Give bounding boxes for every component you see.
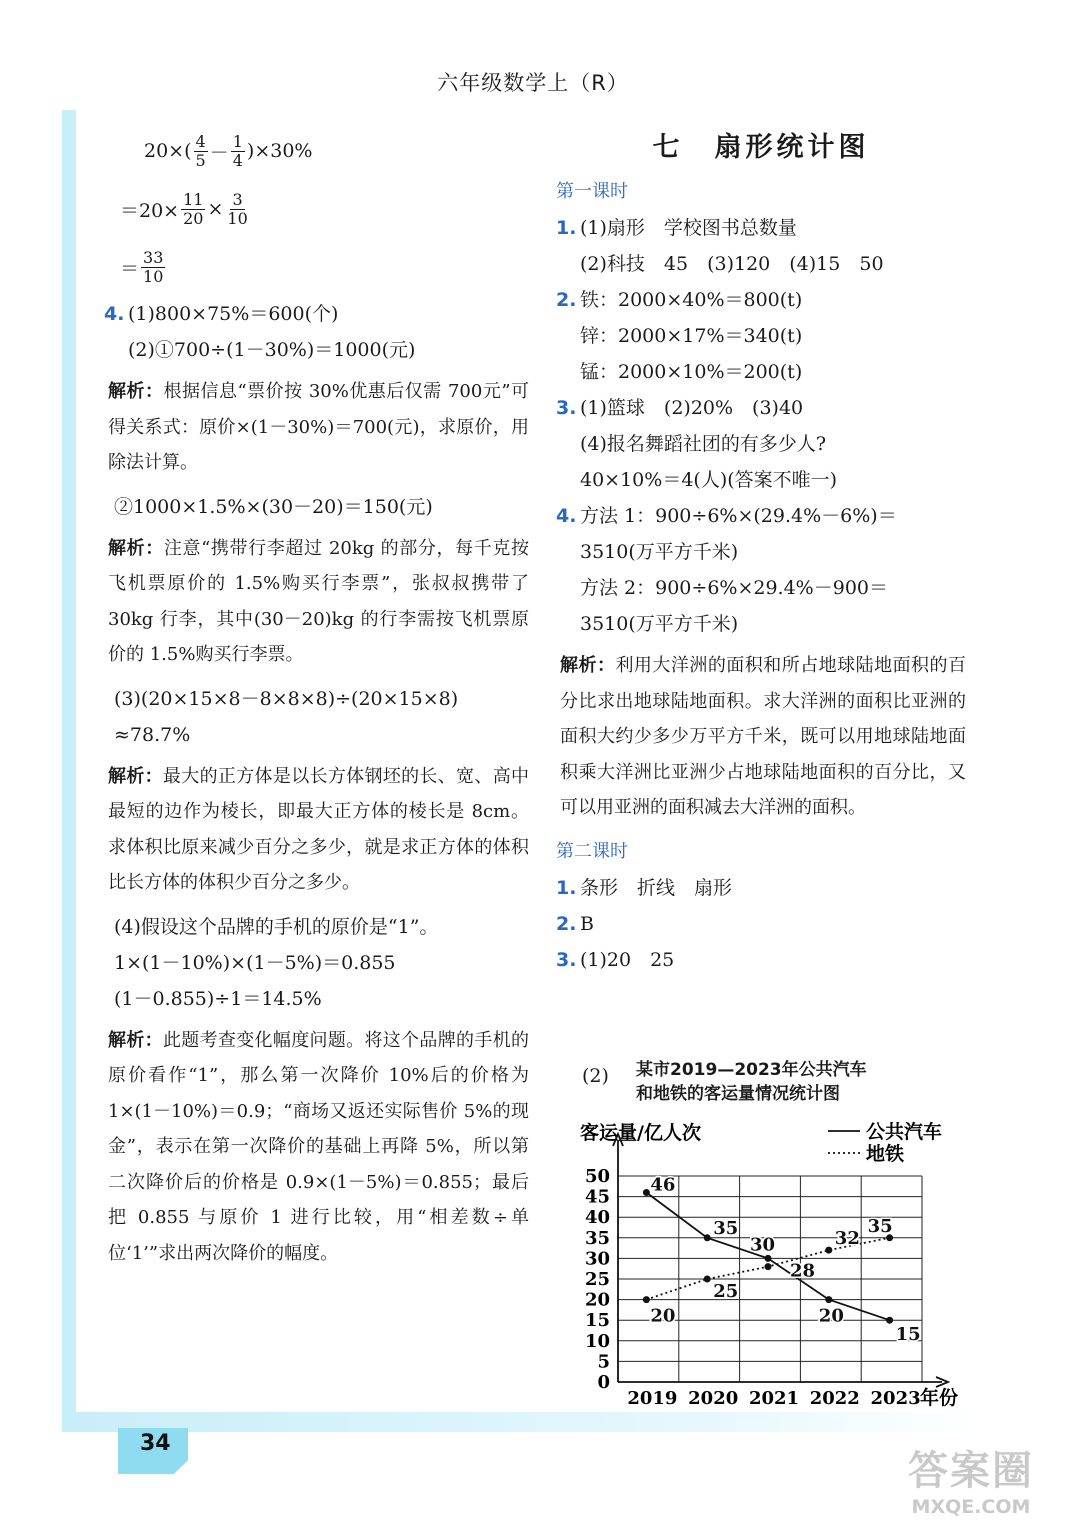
left-decor-bar (62, 110, 76, 1430)
chapter-title: 七 扇形统计图 (652, 132, 870, 163)
point-subway (765, 1263, 772, 1270)
y-tick-label: 30 (584, 1248, 610, 1270)
fraction: $\frac{1}{4}$ (232, 131, 243, 170)
point-bus (886, 1317, 893, 1324)
q4-part2: (2)①700÷(1－30%)＝1000(元) (128, 339, 416, 361)
page-number: 34 (140, 1431, 171, 1456)
watermark-url: MXQE.COM (911, 1496, 1031, 1518)
data-label-bus: 20 (818, 1305, 844, 1327)
fraction: $\frac{3}{10}$ (227, 189, 248, 228)
watermark-logo: 答案圈 (908, 1448, 1034, 1494)
x-tick-label: 2023 (870, 1388, 921, 1409)
data-label-subway: 28 (790, 1260, 816, 1282)
data-label-subway: 32 (834, 1228, 860, 1250)
r-q2a: 2. 铁：2000×40%＝800(t) (556, 289, 803, 311)
data-label-bus: 30 (750, 1234, 776, 1256)
analysis-3: 解析：最大的正方体是以长方体钢坯的长、宽、高中最短的边作为棱长，即最大正方体的棱长是 8cm。求体积比原来减少百分之多少，就是求正方体的体积比长方体的体积少百分之多少。 (108, 765, 530, 893)
x-tick-label: 2020 (688, 1388, 739, 1409)
analysis-1: 解析：根据信息“票价按 30%优惠后仅需 700元”可得关系式：原价×(1－30%)＝700(元)，求原价，用除法计算。 (108, 381, 530, 473)
q4-part1: 4. (1)800×75%＝600(个) (104, 303, 339, 325)
equation-line-3: ＝ $\frac{33}{10}$ (120, 247, 164, 286)
legend-label-bus: 公共汽车 (866, 1121, 943, 1143)
watermark (896, 1448, 1046, 1520)
analysis-2: 解析：注意“携带行李超过 20kg 的部分，每千克按飞机票原价的 1.5%购买行李票”，张叔叔携带了 30kg 行李，其中(30－20)kg 的行李需按飞机票原价的 1.5%购买行李票。 (108, 537, 529, 665)
lesson-1-title: 第一课时 (556, 181, 628, 202)
y-tick-label: 0 (597, 1372, 610, 1393)
q4-part4c: (1－0.855)÷1＝14.5% (114, 987, 322, 1010)
r-q3a: 3. (1)篮球 (2)20% (3)40 (556, 397, 804, 419)
lesson-2-title: 第二课时 (556, 840, 628, 862)
point-bus (825, 1296, 832, 1303)
chart-title: 某市2019—2023年公共汽车 和地铁的客运量情况统计图 (636, 1060, 867, 1104)
point-subway (643, 1296, 650, 1303)
r2-q2: 2. B (556, 912, 594, 935)
r-q2c: 锰：2000×10%＝200(t) (580, 361, 803, 383)
r-q4c: 方法 2：900÷6%×29.4%－900＝ (580, 577, 888, 599)
line-chart (560, 1112, 980, 1417)
y-tick-label: 35 (584, 1227, 610, 1249)
r-q4d: 3510(万平方千米) (580, 613, 739, 635)
page-header: 六年级数学上（R） (437, 71, 629, 95)
data-label-bus: 35 (713, 1217, 739, 1239)
data-label-bus: 46 (650, 1174, 676, 1196)
y-tick-label: 5 (597, 1351, 610, 1373)
data-label-subway: 20 (650, 1305, 676, 1327)
r-q3b: (4)报名舞蹈社团的有多少人? (580, 433, 827, 455)
q4-part4b: 1×(1－10%)×(1－5%)＝0.855 (114, 951, 396, 974)
y-tick-label: 20 (584, 1289, 610, 1311)
analysis-4: 解析：此题考查变化幅度问题。将这个品牌的手机的原价看作“1”，那么第一次降价 10%后的价格为 1×(1－10%)＝0.9；“商场又返还实际售价 5%的现金”，表示在第一次降价的基础上再降 5%，所以第二次降价后的价格是 0.9×(1－5%)＝0.855；最后把 0.855 与原价 1 进行比较，用“相差数÷单位‘1’”求出两次降价的幅度。 (108, 1029, 530, 1264)
x-tick-label: 2022 (809, 1388, 860, 1409)
q4-part4a: (4)假设这个品牌的手机的原价是“1”。 (114, 915, 439, 938)
y-tick-label: 15 (584, 1310, 610, 1332)
point-bus (643, 1189, 650, 1196)
r-q4b: 3510(万平方千米) (580, 541, 739, 563)
q4-part3a: (3)(20×15×8－8×8×8)÷(20×15×8) (114, 687, 459, 710)
y-tick-label: 40 (584, 1207, 610, 1229)
x-axis-label: 年份 (920, 1387, 959, 1409)
equation-line-1: 20×( $\frac{4}{5}$ － $\frac{1}{4}$ )×30% (144, 131, 313, 170)
y-tick-label: 25 (584, 1269, 610, 1290)
point-subway (825, 1247, 832, 1254)
y-axis-label: 客运量/亿人次 (580, 1122, 701, 1144)
r-q1b: (2)科技 45 (3)120 (4)15 50 (580, 253, 884, 275)
q4-part3b: ≈78.7% (114, 723, 191, 746)
y-tick-label: 50 (584, 1166, 610, 1187)
y-tick-label: 45 (584, 1186, 610, 1208)
x-tick-label: 2019 (627, 1388, 678, 1409)
x-tick-label: 2021 (748, 1388, 800, 1409)
legend-label-subway: 地铁 (866, 1143, 905, 1165)
r-q2b: 锌：2000×17%＝340(t) (580, 325, 803, 347)
data-label-bus: 15 (895, 1324, 921, 1346)
data-label-subway: 25 (713, 1281, 739, 1302)
fraction: $\frac{4}{5}$ (195, 131, 206, 170)
left-column (104, 122, 529, 1279)
equation-line-2: ＝20× $\frac{11}{20}$ × $\frac{3}{10}$ (120, 189, 248, 228)
right-column (556, 122, 966, 978)
point-bus (765, 1255, 772, 1262)
r-q4a: 4. 方法 1：900÷6%×(29.4%－6%)＝ (556, 505, 897, 527)
analysis-right: 解析：利用大洋洲的面积和所占地球陆地面积的百分比求出地球陆地面积。求大洋洲的面积比亚洲的面积大约少多少万平方千米，既可以用地球陆地面积乘大洋洲比亚洲少占地球陆地面积的百分比，又可以用亚洲的面积减去大洋洲的面积。 (560, 655, 967, 818)
r2-q3: 3. (1)20 25 (556, 948, 675, 971)
q4-part2b: ②1000×1.5%×(30－20)＝150(元) (114, 495, 433, 518)
y-tick-label: 10 (584, 1330, 610, 1352)
r2-q3-part2: (2) (582, 1065, 609, 1087)
point-subway (704, 1276, 711, 1283)
r2-q1: 1. 条形 折线 扇形 (556, 876, 733, 899)
point-bus (704, 1234, 711, 1241)
r-q3c: 40×10%＝4(人)(答案不唯一) (580, 469, 838, 491)
fraction: $\frac{11}{20}$ (183, 189, 204, 228)
r-q1a: 1. (1)扇形 学校图书总数量 (556, 217, 797, 239)
fraction: $\frac{33}{10}$ (143, 247, 164, 286)
data-label-subway: 35 (867, 1215, 893, 1237)
